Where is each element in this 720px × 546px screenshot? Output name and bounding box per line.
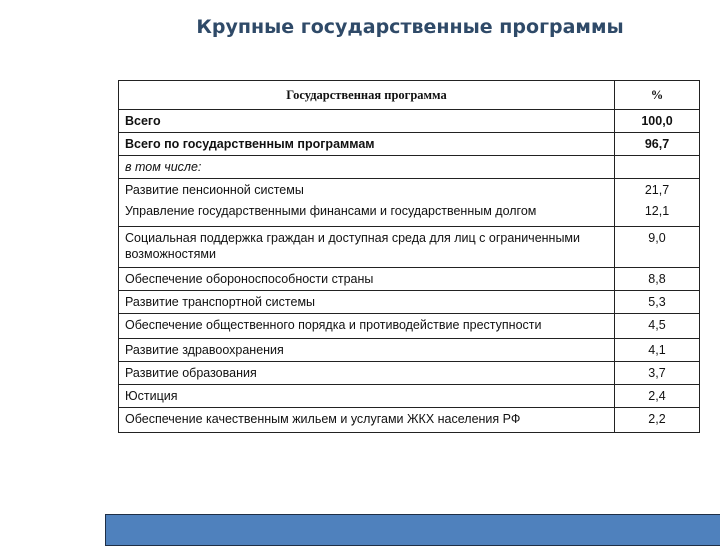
row-value-cell <box>615 179 700 227</box>
row-value: 12,1 <box>644 204 670 218</box>
row-name: Обеспечение качественным жильем и услугами ЖКХ населения РФ <box>119 408 615 433</box>
row-name: Социальная поддержка граждан и доступная среда для лиц с ограниченными возможностями <box>119 227 615 268</box>
table-row <box>119 408 700 433</box>
slide-title: Крупные государственные программы <box>196 16 624 38</box>
row-name: Обеспечение общественного порядка и противодействие преступности <box>119 314 615 339</box>
table-row <box>119 339 700 362</box>
row-name: Развитие транспортной системы <box>119 291 615 314</box>
row-value: 21,7 <box>644 183 670 197</box>
table-row-total-programs <box>119 133 700 156</box>
row-name: Всего по государственным программам <box>119 133 615 156</box>
row-name: Развитие здравоохранения <box>119 339 615 362</box>
row-value: 5,3 <box>615 291 700 314</box>
footer-bar <box>105 514 720 546</box>
table-row-including <box>119 156 700 179</box>
row-value: 4,5 <box>615 314 700 339</box>
row-name: Обеспечение обороноспособности страны <box>119 268 615 291</box>
table-row <box>119 227 700 268</box>
table-row <box>119 179 700 227</box>
table-row-total <box>119 110 700 133</box>
row-value: 96,7 <box>615 133 700 156</box>
row-value: 2,2 <box>615 408 700 433</box>
row-value: 4,1 <box>615 339 700 362</box>
row-value: 8,8 <box>615 268 700 291</box>
row-value: 3,7 <box>615 362 700 385</box>
table-row <box>119 362 700 385</box>
row-value: 9,0 <box>615 227 700 268</box>
table-header <box>119 81 700 110</box>
row-name: Развитие образования <box>119 362 615 385</box>
row-name: в том числе: <box>119 156 615 179</box>
row-value: 2,4 <box>615 385 700 408</box>
empty-cell <box>615 156 700 179</box>
row-name: Управление государственными финансами и государственным долгом <box>125 204 537 218</box>
programs-table <box>118 80 700 433</box>
row-name: Юстиция <box>119 385 615 408</box>
table-row <box>119 385 700 408</box>
row-name: Развитие пенсионной системы <box>125 183 304 197</box>
header-program: Государственная программа <box>119 81 615 110</box>
row-name-cell <box>119 179 615 227</box>
table-row <box>119 291 700 314</box>
row-name: Всего <box>119 110 615 133</box>
header-percent: % <box>615 81 700 110</box>
table-row <box>119 314 700 339</box>
row-value: 100,0 <box>615 110 700 133</box>
table-row <box>119 268 700 291</box>
